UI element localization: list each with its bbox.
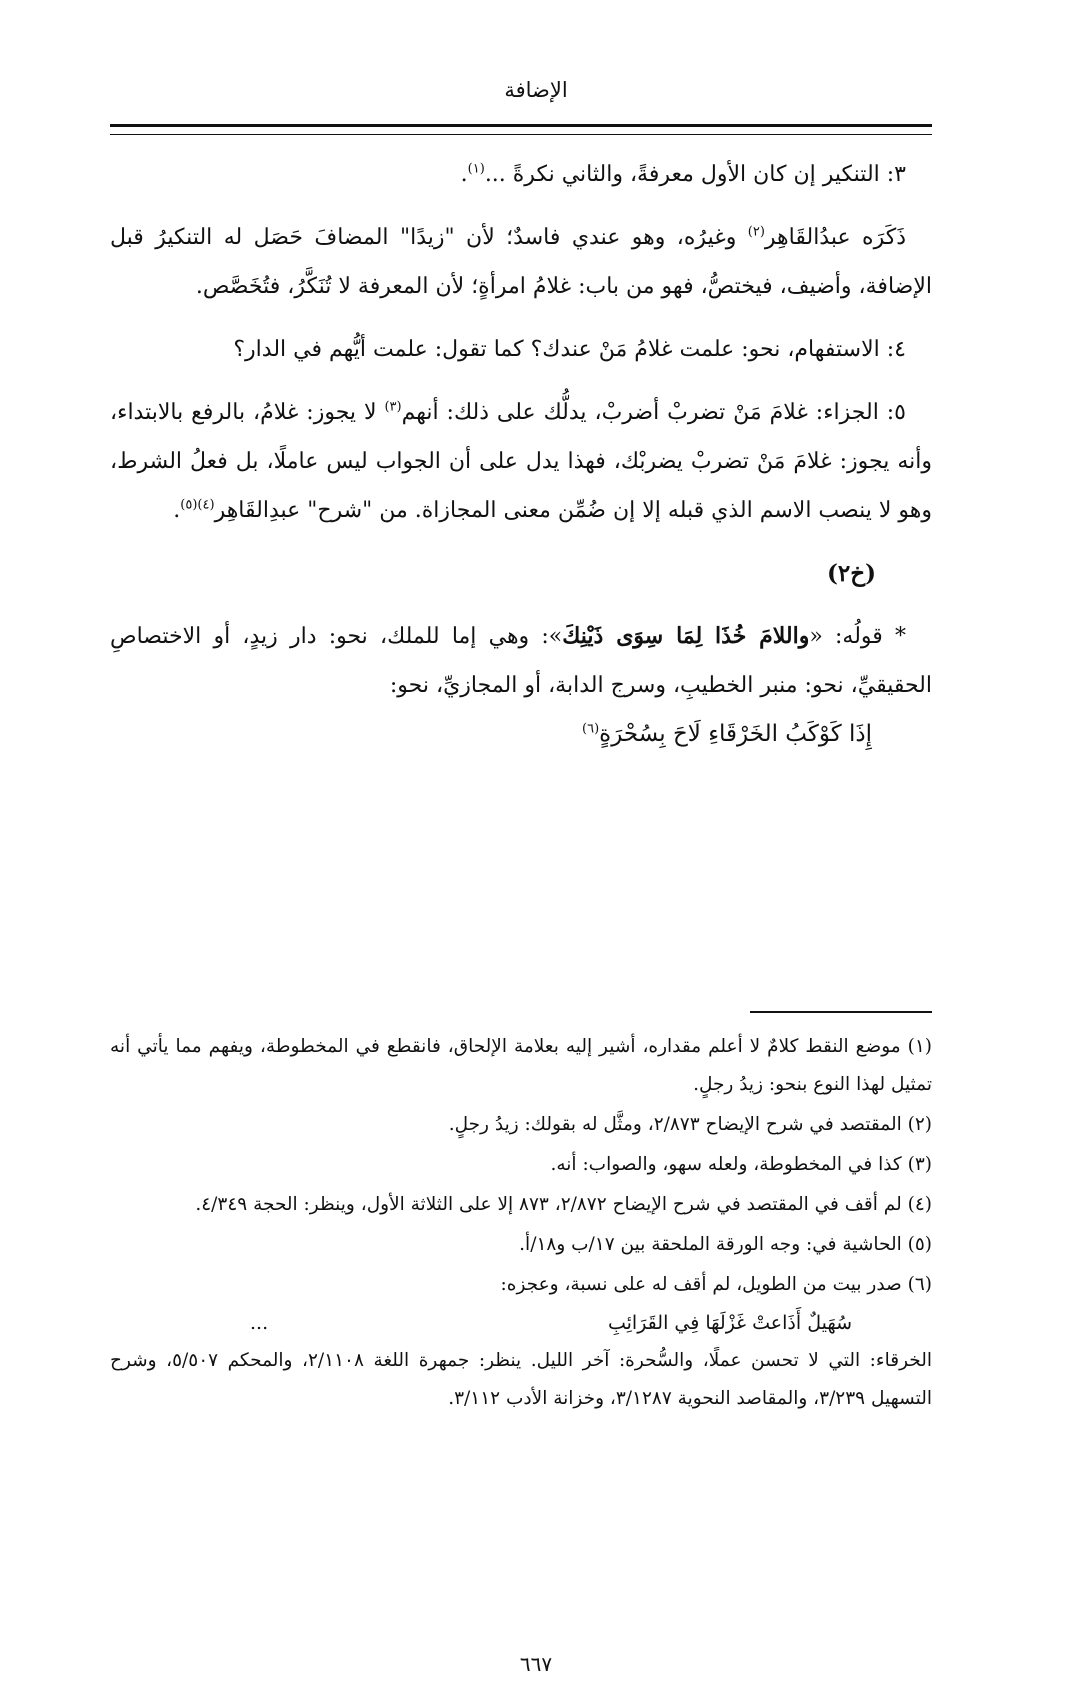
footnote-1: (١) موضع النقط كلامٌ لا أعلم مقداره، أشير إليه بعلامة الإلحاق، فانقطع في المخطوطة، ويفهم مما يأتي أنه تمثيل لهذا النوع بنحو: زيدُ رجلٍ. (110, 1036, 932, 1095)
verse-line: إِذَا كَوْكَبُ الخَرْقَاءِ لَاحَ بِسُحْرَةٍ$^{(٦)}$ (582, 721, 872, 747)
footnote-4: (٤) لم أقف في المقتصد في شرح الإيضاح ٢/٨٧٢، ٨٧٣ إلا على الثلاثة الأول، وينظر: الحجة ٤/٣٤٩. (195, 1194, 932, 1215)
paragraph-abdulqahir: ذَكَرَه عبدُالقَاهِر$^{(٢)}$ وغيرُه، وهو عندي فاسدٌ؛ لأن "زيدًا" المضافَ حَصَل له التنكيرُ قبل الإضافة، وأضيف، فيختصُّ، فهو من باب: غلامُ امرأةٍ؛ لأن المعرفة لا تُنَكَّرُ، فتُخَصَّص. (110, 224, 932, 299)
main-text (110, 150, 932, 759)
footnote-5: (٥) الحاشية في: وجه الورقة الملحقة بين ١٧/ب و١٨/أ. (519, 1234, 932, 1255)
paragraph-item-3: ٣: التنكير إن كان الأول معرفةً، والثاني نكرةً ...$^{(١)}$. (460, 161, 906, 187)
footnote-verse (110, 1304, 932, 1342)
section-heading: (خ٢) (827, 560, 876, 587)
footnotes (110, 1028, 932, 1418)
footnote-ref-1[interactable]: (١) (467, 161, 485, 177)
running-header: الإضافة (504, 78, 568, 102)
paragraph-lam: * قولُه: «واللامَ خُذَا لِمَا سِوَى ذَيْنِكَ»: وهي إما للملك، نحو: دار زيدٍ، أو الاختصاصِ الحقيقيِّ، نحو: منبر الخطيبِ، وسرج الدابة، أو المجازيِّ، نحو: (110, 623, 932, 698)
footnote-ref-2[interactable]: (٢) (747, 224, 765, 240)
footnote-6-continued: الخرقاء: التي لا تحسن عملًا، والسُّحرة: آخر الليل. ينظر: جمهرة اللغة ٢/١١٠٨، والمحكم ٥/٥٠٧، وشرح التسهيل ٣/٢٣٩، والمقاصد النحوية ٣/١٢٨٧، وخزانة الأدب ٣/١١٢. (110, 1350, 933, 1409)
footnote-separator (750, 1011, 932, 1013)
header-rule-thick (110, 124, 932, 127)
verse-ellipsis: ... (250, 1312, 269, 1334)
quoted-verse: واللامَ خُذَا لِمَا سِوَى ذَيْنِكَ (562, 623, 810, 649)
page-number: ٦٦٧ (519, 1652, 553, 1676)
footnote-ref-6[interactable]: (٦) (582, 721, 600, 737)
footnote-ref-3[interactable]: (٣) (384, 399, 402, 415)
footnote-6: (٦) صدر بيت من الطويل، لم أقف له على نسبة، وعجزه: (500, 1274, 932, 1295)
footnote-ref-4-5[interactable]: (٤)(٥) (180, 497, 215, 513)
verse-second-half: سُهَيلٌ أَذَاعتْ غَزْلَهَا فِي القَرَائِبِ (607, 1312, 852, 1334)
paragraph-item-5: ٥: الجزاء: غلامَ مَنْ تضربْ أضربْ، يدلُّك على ذلك: أنهم$^{(٣)}$ لا يجوز: غلامُ، بالرفع بالابتداء، وأنه يجوز: غلامَ مَنْ تضربْ يضربْك، فهذا يدل على أن الجواب ليس عاملًا، بل فعلُ الشرط، وهو لا ينصب الاسم الذي قبله إلا إن ضُمِّن معنى المجازاة. من "شرح" عبدِالقَاهِر$^{(٤)(٥)}$. (110, 399, 932, 523)
footnote-3: (٣) كذا في المخطوطة، ولعله سهو، والصواب: أنه. (550, 1154, 932, 1175)
header-rule-thin (110, 134, 932, 135)
footnote-2: (٢) المقتصد في شرح الإيضاح ٢/٨٧٣، ومثَّل له بقولك: زيدُ رجلٍ. (448, 1114, 932, 1135)
paragraph-item-4: ٤: الاستفهام، نحو: علمت غلامُ مَنْ عندك؟ كما تقول: علمت أيُّهم في الدار؟ (233, 337, 906, 362)
